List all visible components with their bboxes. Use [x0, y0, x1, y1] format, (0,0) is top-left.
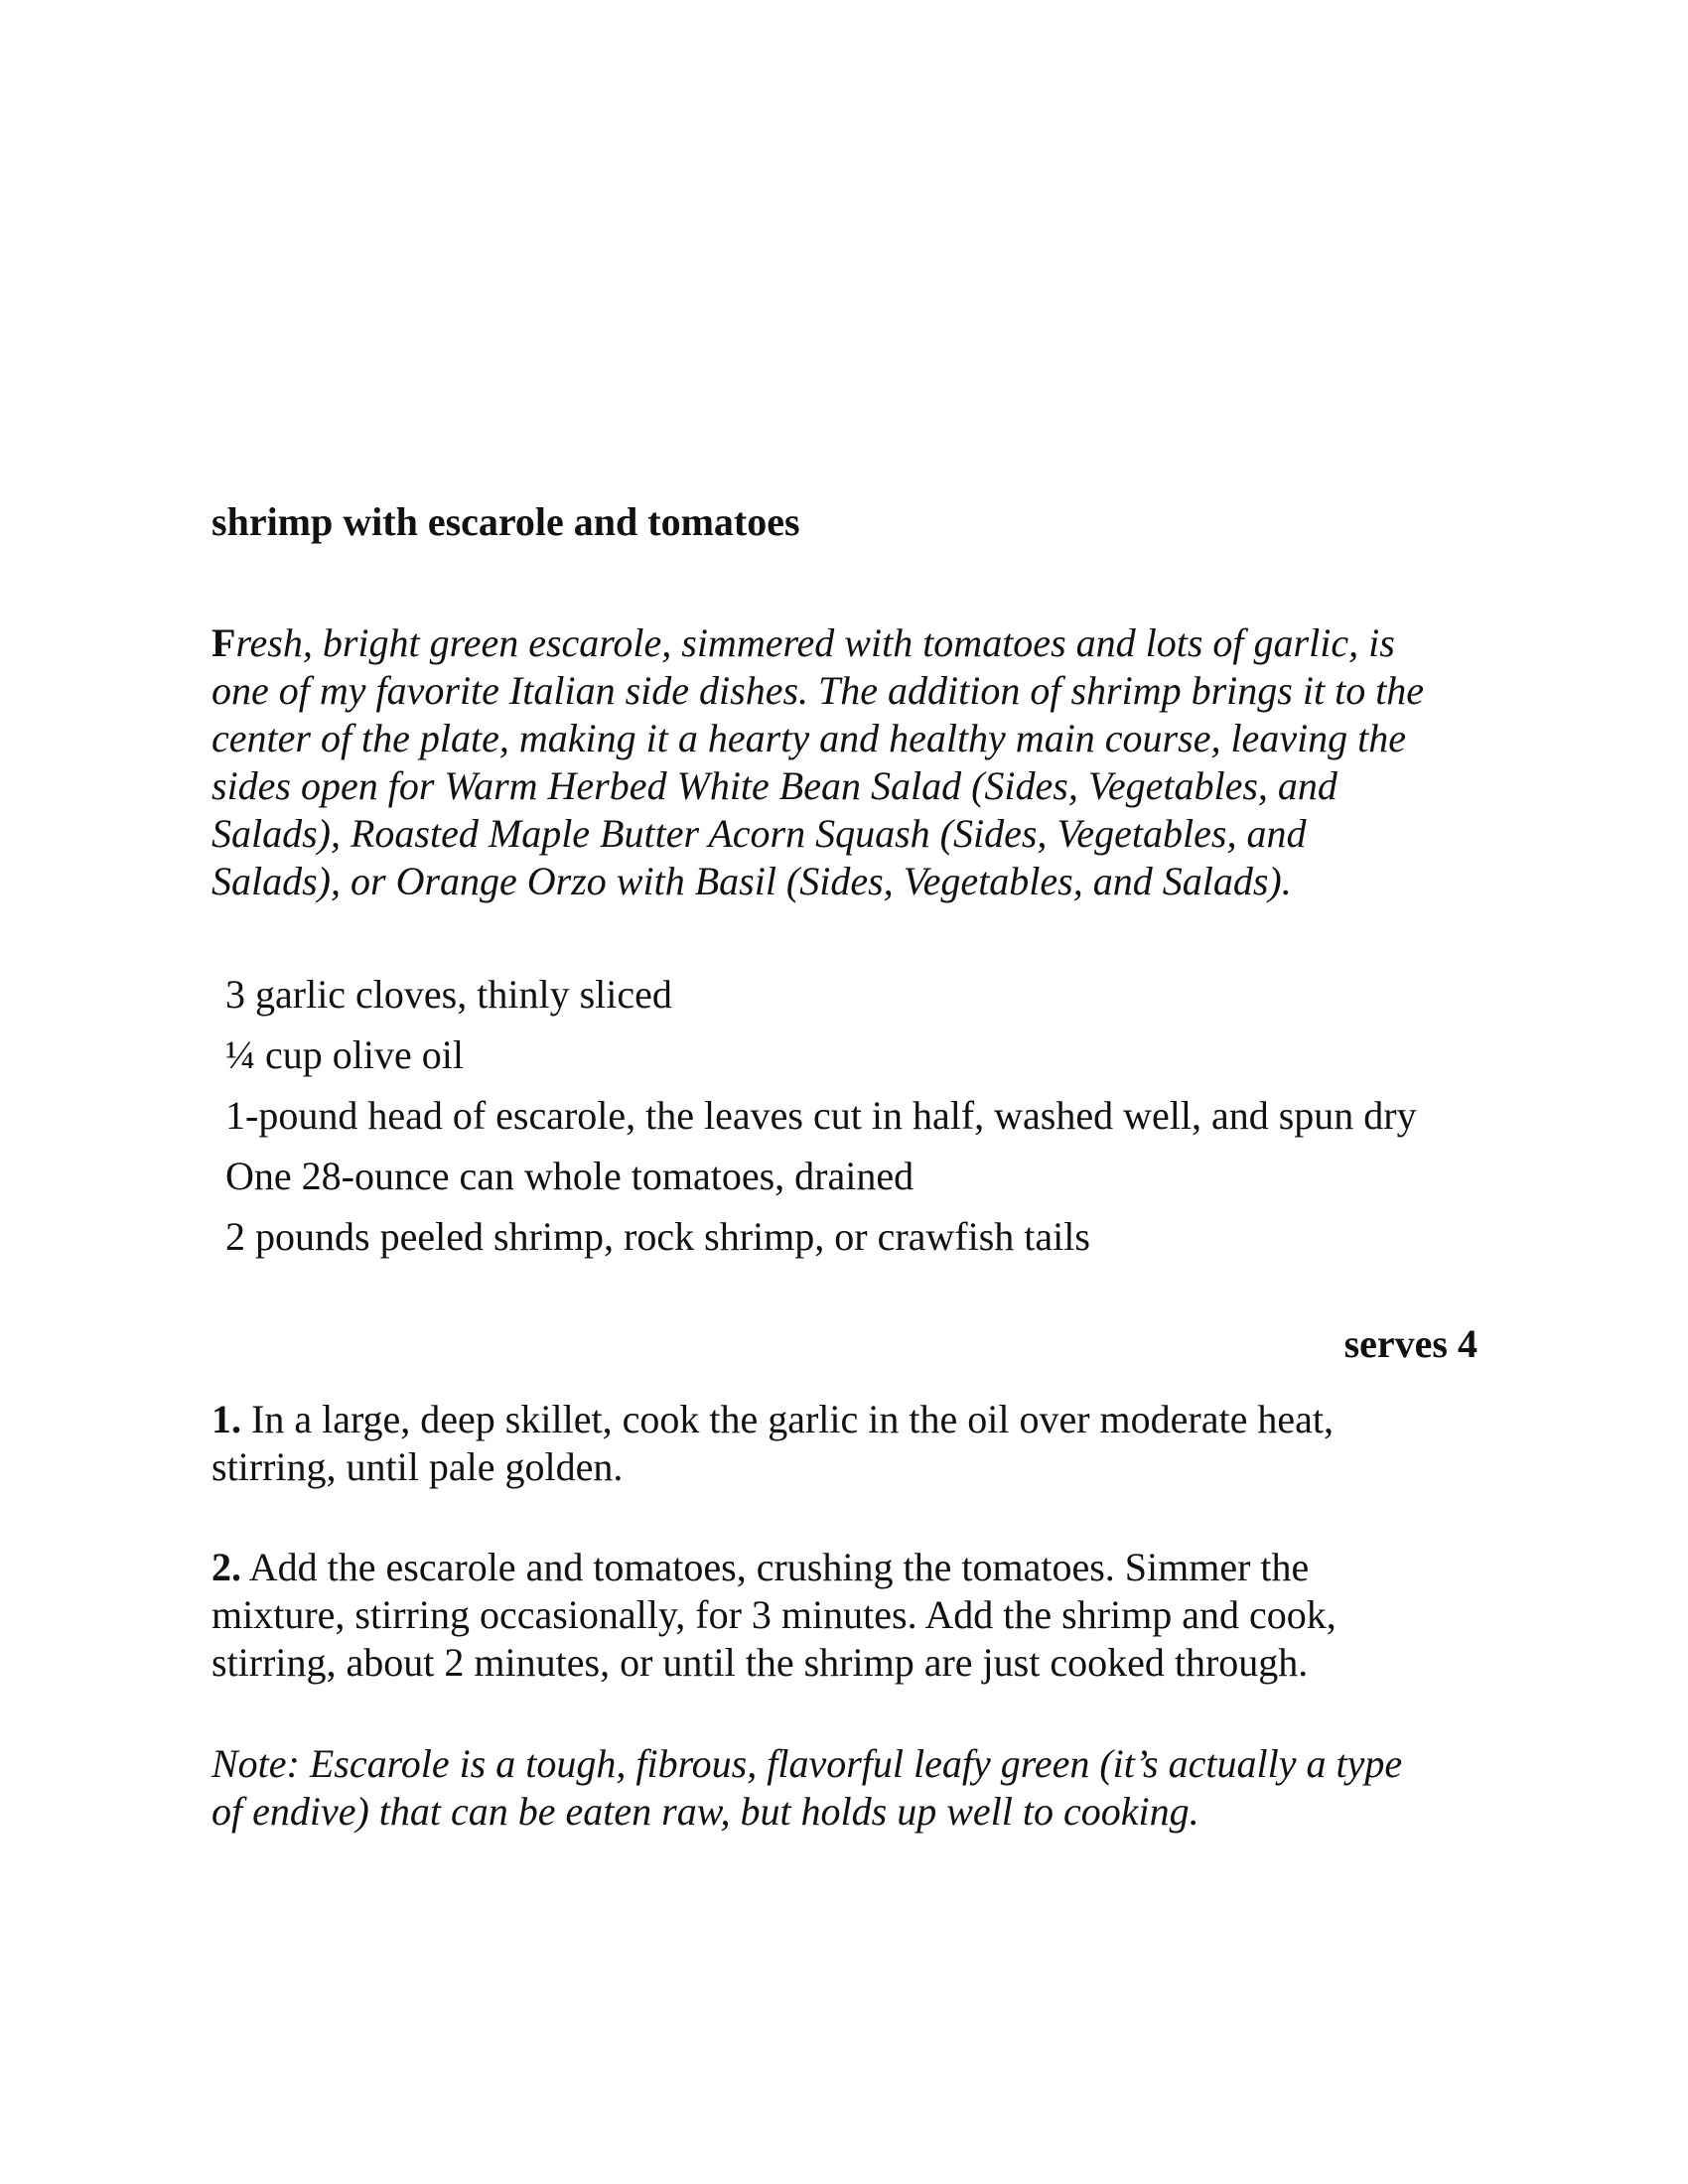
intro-dropcap: F — [211, 620, 236, 665]
step-line — [211, 1396, 1334, 1443]
ingredient-item: One 28-ounce can whole tomatoes, drained — [225, 1154, 914, 1198]
intro-line — [211, 619, 1492, 667]
step-line: mixture, stirring occasionally, for 3 minutes. Add the shrimp and cook, — [211, 1592, 1336, 1637]
intro-line: Salads), or Orange Orzo with Basil (Sides, Vegetables, and Salads). — [211, 859, 1292, 903]
instruction-step — [211, 1396, 1334, 1491]
intro-line: Salads), Roasted Maple Butter Acorn Squash (Sides, Vegetables, and — [211, 811, 1307, 856]
ingredient-list — [225, 967, 1417, 1270]
step-line: stirring, until pale golden. — [211, 1444, 624, 1489]
intro-line: sides open for Warm Herbed White Bean Salad (Sides, Vegetables, and — [211, 763, 1337, 808]
recipe-page — [211, 0, 1477, 2184]
serves-label: serves 4 — [1343, 1321, 1477, 1366]
step-number: 1. — [211, 1397, 241, 1441]
ingredient-item: 2 pounds peeled shrimp, rock shrimp, or crawfish tails — [225, 1214, 1090, 1259]
step-line — [211, 1544, 1336, 1591]
instruction-step — [211, 1544, 1336, 1687]
recipe-note — [211, 1740, 1402, 1836]
recipe-intro — [211, 619, 1492, 905]
step-line: stirring, about 2 minutes, or until the shrimp are just cooked through. — [211, 1640, 1309, 1685]
intro-line-text: resh, bright green escarole, simmered with tomatoes and lots of garlic, is — [235, 620, 1395, 665]
ingredient-item: 1-pound head of escarole, the leaves cut in half, washed well, and spun dry — [225, 1093, 1417, 1138]
ingredient-item: ¼ cup olive oil — [225, 1032, 464, 1077]
ingredient-item: 3 garlic cloves, thinly sliced — [225, 972, 672, 1017]
recipe-title: shrimp with escarole and tomatoes — [211, 499, 800, 544]
intro-line: center of the plate, making it a hearty and healthy main course, leaving the — [211, 716, 1407, 760]
step-text: Add the escarole and tomatoes, crushing the tomatoes. Simmer the — [241, 1545, 1310, 1589]
step-text: In a large, deep skillet, cook the garlic in the oil over moderate heat, — [241, 1397, 1334, 1441]
note-line: Note: Escarole is a tough, fibrous, flavorful leafy green (it’s actually a type — [211, 1741, 1403, 1786]
note-line: of endive) that can be eaten raw, but holds up well to cooking. — [211, 1789, 1199, 1834]
intro-line: one of my favorite Italian side dishes. The addition of shrimp brings it to the — [211, 668, 1425, 713]
step-number: 2. — [211, 1545, 241, 1589]
